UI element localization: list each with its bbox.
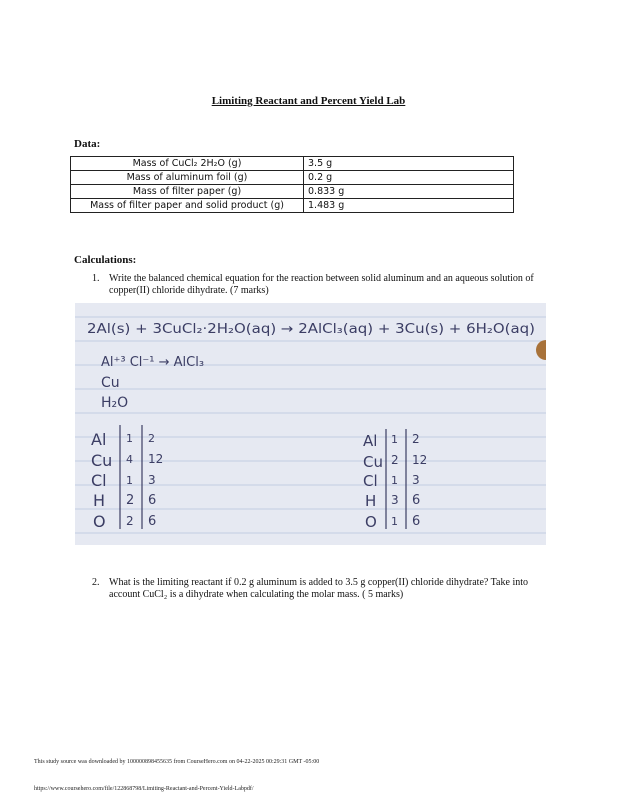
count-value: 1 bbox=[391, 515, 398, 528]
handwritten-equation: 2Al(s) + 3CuCl₂·2H₂O(aq) → 2AlCl₃(aq) + 3Cu(s) + 6H₂O(aq) bbox=[87, 322, 535, 337]
handwritten-ions: Al⁺³ Cl⁻¹ → AlCl₃ bbox=[101, 355, 205, 370]
count-value: 6 bbox=[148, 514, 157, 529]
document-title: Limiting Reactant and Percent Yield Lab bbox=[211, 95, 406, 107]
table-cell-property: Mass of aluminum foil (g) bbox=[71, 171, 304, 185]
data-table bbox=[70, 156, 514, 213]
count-value: 3 bbox=[391, 493, 399, 507]
question-number: 1. bbox=[92, 273, 100, 284]
element-label: O bbox=[93, 512, 106, 531]
table-row bbox=[71, 185, 514, 199]
count-value: 12 bbox=[148, 452, 164, 466]
count-value: 1 bbox=[126, 432, 133, 445]
element-label: Cl bbox=[91, 471, 107, 490]
table-cell-property: Mass of filter paper and solid product (g) bbox=[71, 199, 304, 213]
table-cell-property: Mass of CuCl₂ 2H₂O (g) bbox=[71, 157, 304, 171]
handwritten-h2o: H₂O bbox=[101, 395, 129, 411]
right-atom-table bbox=[363, 429, 427, 531]
table-cell-value: 0.833 g bbox=[304, 185, 514, 199]
question-text: Write the balanced chemical equation for the reaction between solid aluminum and an aqueous solution of copper(II) chloride dihydrate. (7 marks) bbox=[109, 273, 534, 296]
table-cell-value: 3.5 g bbox=[304, 157, 514, 171]
element-label: Cu bbox=[363, 453, 383, 471]
notebook-paper bbox=[75, 303, 546, 545]
table-cell-value: 0.2 g bbox=[304, 171, 514, 185]
element-label: H bbox=[365, 492, 377, 510]
element-label: Al bbox=[363, 432, 378, 450]
count-value: 2 bbox=[148, 432, 155, 445]
count-value: 2 bbox=[391, 453, 399, 467]
data-section-label: Data: bbox=[74, 138, 101, 150]
count-value: 2 bbox=[126, 493, 135, 508]
source-url: https://www.coursehero.com/file/122868798/Limiting-Reactant-and-Percent-Yield-Labpdf/ bbox=[34, 786, 254, 792]
count-value: 2 bbox=[126, 514, 134, 528]
handwritten-cu: Cu bbox=[101, 375, 120, 391]
element-label: H bbox=[93, 491, 106, 510]
element-label: O bbox=[365, 513, 377, 531]
table-cell-property: Mass of filter paper (g) bbox=[71, 185, 304, 199]
count-value: 6 bbox=[412, 514, 421, 529]
handwritten-work-photo bbox=[75, 303, 546, 545]
question-1 bbox=[92, 273, 542, 297]
table-cell-value: 1.483 g bbox=[304, 199, 514, 213]
binder-hole-icon bbox=[536, 340, 546, 360]
element-label: Al bbox=[91, 430, 107, 449]
count-value: 1 bbox=[391, 433, 398, 446]
element-label: Cl bbox=[363, 472, 378, 490]
count-value: 1 bbox=[391, 474, 398, 487]
download-notice: This study source was downloaded by 100000898455635 from CourseHero.com on 04-22-2025 00:29:31 GMT -05:00 bbox=[34, 759, 320, 765]
table-row bbox=[71, 171, 514, 185]
element-label: Cu bbox=[91, 451, 113, 470]
count-value: 1 bbox=[126, 474, 133, 487]
table-row bbox=[71, 157, 514, 171]
count-value: 2 bbox=[412, 432, 420, 446]
count-value: 6 bbox=[412, 493, 421, 508]
question-text: What is the limiting reactant if 0.2 g aluminum is added to 3.5 g copper(II) chloride dihydrate? Take into account CuCl₂ is a dihydrate when calculating the molar mass. ( 5 marks) bbox=[109, 577, 528, 600]
count-value: 4 bbox=[126, 453, 133, 466]
count-value: 3 bbox=[412, 473, 420, 487]
count-value: 3 bbox=[148, 473, 156, 487]
left-atom-table bbox=[91, 425, 163, 531]
question-2 bbox=[92, 577, 542, 601]
count-value: 6 bbox=[148, 493, 157, 508]
calculations-section-label: Calculations: bbox=[74, 254, 137, 266]
question-number: 2. bbox=[92, 577, 100, 588]
count-value: 12 bbox=[412, 453, 428, 467]
table-row bbox=[71, 199, 514, 213]
